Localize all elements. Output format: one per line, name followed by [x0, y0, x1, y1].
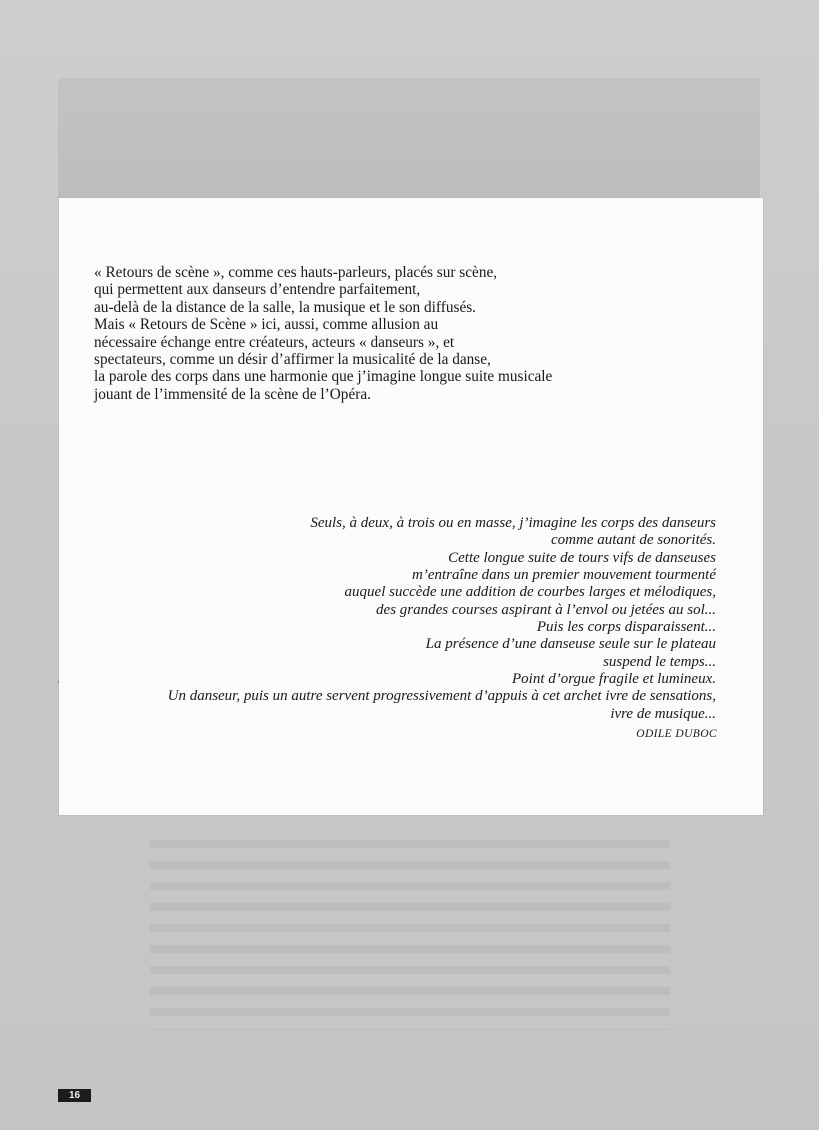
intro-line: la parole des corps dans une harmonie que j’imagine longue suite musicale	[94, 368, 553, 386]
intro-line: « Retours de scène », comme ces hauts-parleurs, placés sur scène,	[94, 264, 498, 281]
poem-line: La présence d’une danseuse seule sur le plateau	[425, 636, 716, 653]
page-number: 16	[58, 1089, 91, 1102]
author-signature: ODILE DUBOC	[636, 728, 717, 740]
poem-paragraph	[76, 515, 716, 723]
intro-line: au-delà de la distance de la salle, la musique et le son diffusés.	[94, 298, 477, 316]
background-page-block	[58, 78, 760, 198]
poem-line: m’entraîne dans un premier mouvement tourmenté	[412, 567, 716, 584]
poem-line: Puis les corps disparaissent...	[536, 619, 716, 636]
intro-line: spectateurs, comme un désir d’affirmer la musicalité de la danse,	[94, 351, 491, 369]
poem-line: Point d’orgue fragile et lumineux.	[512, 671, 716, 688]
intro-paragraph	[94, 264, 734, 403]
poem-line: Seuls, à deux, à trois ou en masse, j’imagine les corps des danseurs	[310, 515, 716, 531]
poem-line: des grandes courses aspirant à l’envol ou jetées au sol...	[376, 601, 716, 618]
intro-line: Mais « Retours de Scène » ici, aussi, comme allusion au	[94, 316, 439, 334]
poem-line: comme autant de sonorités.	[551, 532, 716, 549]
poem-line: ivre de musique...	[610, 705, 716, 722]
poem-line: suspend le temps...	[603, 653, 716, 670]
poem-line: Un danseur, puis un autre servent progressivement d’appuis à cet archet ivre de sensations,	[167, 688, 716, 705]
background-text-lines	[150, 840, 670, 1030]
overlay-sheet	[59, 198, 763, 815]
intro-line: jouant de l’immensité de la scène de l’Opéra.	[94, 385, 371, 403]
poem-line: Cette longue suite de tours vifs de danseuses	[448, 549, 716, 566]
intro-line: nécessaire échange entre créateurs, acteurs « danseurs », et	[94, 333, 455, 351]
intro-line: qui permettent aux danseurs d’entendre parfaitement,	[94, 281, 421, 299]
poem-line: auquel succède une addition de courbes larges et mélodiques,	[344, 584, 716, 601]
